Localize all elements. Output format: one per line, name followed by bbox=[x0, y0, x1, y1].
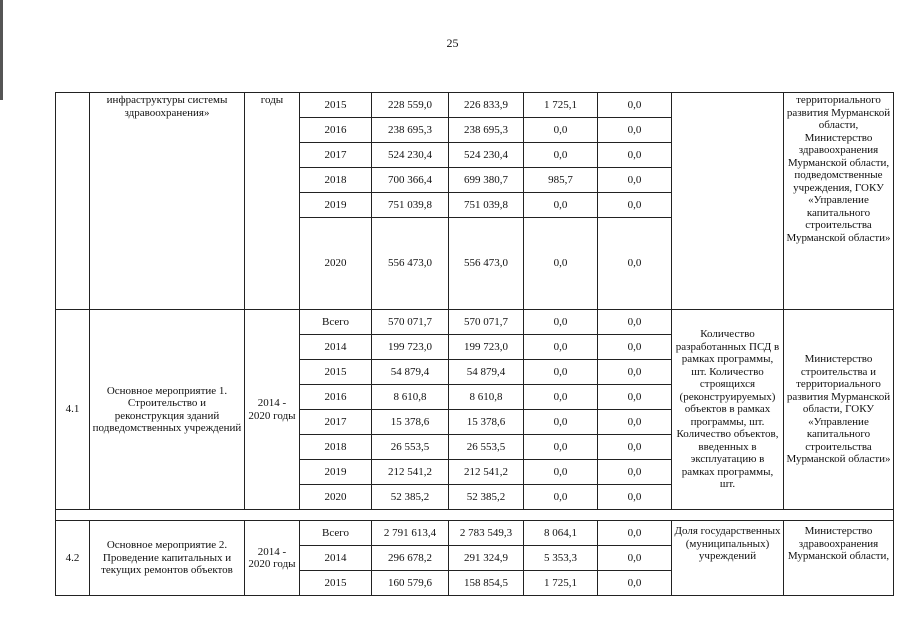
regional-budget-cell: 54 879,4 bbox=[449, 360, 524, 385]
total-cell: 8 610,8 bbox=[372, 385, 449, 410]
section-4-2-executor-cell: Министерство здравоохранения Мурманской области, bbox=[784, 521, 894, 596]
section-4-2-name-cell: Основное мероприятие 2. Проведение капитальных и текущих ремонтов объектов bbox=[90, 521, 245, 596]
other-sources-cell: 0,0 bbox=[598, 521, 672, 546]
total-cell: 212 541,2 bbox=[372, 460, 449, 485]
other-sources-cell: 0,0 bbox=[598, 546, 672, 571]
regional-budget-cell: 570 071,7 bbox=[449, 310, 524, 335]
other-sources-cell: 0,0 bbox=[598, 168, 672, 193]
regional-budget-cell: 238 695,3 bbox=[449, 118, 524, 143]
regional-budget-cell: 52 385,2 bbox=[449, 485, 524, 510]
total-cell: 15 378,6 bbox=[372, 410, 449, 435]
section-4-1-period-cell: 2014 - 2020 годы bbox=[245, 310, 300, 510]
federal-budget-cell: 5 353,3 bbox=[524, 546, 598, 571]
year-cell: 2014 bbox=[300, 546, 372, 571]
other-sources-cell: 0,0 bbox=[598, 310, 672, 335]
year-cell: 2015 bbox=[300, 360, 372, 385]
continuation-name-cell: инфраструктуры системы здравоохранения» bbox=[90, 93, 245, 310]
section-4-2-period-cell: 2014 - 2020 годы bbox=[245, 521, 300, 596]
year-cell: Всего bbox=[300, 310, 372, 335]
federal-budget-cell: 8 064,1 bbox=[524, 521, 598, 546]
federal-budget-cell: 0,0 bbox=[524, 385, 598, 410]
year-cell: 2019 bbox=[300, 460, 372, 485]
total-cell: 751 039,8 bbox=[372, 193, 449, 218]
other-sources-cell: 0,0 bbox=[598, 571, 672, 596]
regional-budget-cell: 524 230,4 bbox=[449, 143, 524, 168]
regional-budget-cell: 699 380,7 bbox=[449, 168, 524, 193]
federal-budget-cell: 0,0 bbox=[524, 143, 598, 168]
total-cell: 2 791 613,4 bbox=[372, 521, 449, 546]
total-cell: 54 879,4 bbox=[372, 360, 449, 385]
page-number: 25 bbox=[446, 36, 459, 50]
continuation-number-cell bbox=[56, 93, 90, 310]
continuation-period-cell: годы bbox=[245, 93, 300, 310]
year-cell: 2019 bbox=[300, 193, 372, 218]
total-cell: 296 678,2 bbox=[372, 546, 449, 571]
regional-budget-cell: 556 473,0 bbox=[449, 218, 524, 310]
total-cell: 556 473,0 bbox=[372, 218, 449, 310]
section-4-1-number-cell: 4.1 bbox=[56, 310, 90, 510]
regional-budget-cell: 8 610,8 bbox=[449, 385, 524, 410]
regional-budget-cell: 291 324,9 bbox=[449, 546, 524, 571]
section-4-1-indicator-cell: Количество разработанных ПСД в рамках программы, шт. Количество строящихся (реконструируемых) объектов в рамках программы, шт. Количество объектов, введенных в эксплуатацию в рамках программы, шт. bbox=[672, 310, 784, 510]
federal-budget-cell: 0,0 bbox=[524, 410, 598, 435]
federal-budget-cell: 0,0 bbox=[524, 335, 598, 360]
federal-budget-cell: 0,0 bbox=[524, 460, 598, 485]
regional-budget-cell: 226 833,9 bbox=[449, 93, 524, 118]
program-table bbox=[55, 92, 894, 596]
regional-budget-cell: 199 723,0 bbox=[449, 335, 524, 360]
year-cell: 2017 bbox=[300, 143, 372, 168]
total-cell: 52 385,2 bbox=[372, 485, 449, 510]
year-cell: Всего bbox=[300, 521, 372, 546]
year-cell: 2020 bbox=[300, 485, 372, 510]
year-cell: 2014 bbox=[300, 335, 372, 360]
section-4-1-executor-cell: Министерство строительства и территориального развития Мурманской области, ГОКУ «Управление капитального строительства Мурманской области» bbox=[784, 310, 894, 510]
other-sources-cell: 0,0 bbox=[598, 93, 672, 118]
year-cell: 2016 bbox=[300, 118, 372, 143]
total-cell: 26 553,5 bbox=[372, 435, 449, 460]
total-cell: 524 230,4 bbox=[372, 143, 449, 168]
section-gap bbox=[56, 510, 894, 521]
continuation-indicator-cell bbox=[672, 93, 784, 310]
federal-budget-cell: 0,0 bbox=[524, 435, 598, 460]
total-cell: 228 559,0 bbox=[372, 93, 449, 118]
regional-budget-cell: 2 783 549,3 bbox=[449, 521, 524, 546]
total-cell: 199 723,0 bbox=[372, 335, 449, 360]
total-cell: 238 695,3 bbox=[372, 118, 449, 143]
regional-budget-cell: 26 553,5 bbox=[449, 435, 524, 460]
total-cell: 700 366,4 bbox=[372, 168, 449, 193]
federal-budget-cell: 0,0 bbox=[524, 193, 598, 218]
year-cell: 2017 bbox=[300, 410, 372, 435]
other-sources-cell: 0,0 bbox=[598, 385, 672, 410]
federal-budget-cell: 0,0 bbox=[524, 360, 598, 385]
regional-budget-cell: 158 854,5 bbox=[449, 571, 524, 596]
federal-budget-cell: 985,7 bbox=[524, 168, 598, 193]
total-cell: 160 579,6 bbox=[372, 571, 449, 596]
year-cell: 2018 bbox=[300, 435, 372, 460]
other-sources-cell: 0,0 bbox=[598, 118, 672, 143]
regional-budget-cell: 751 039,8 bbox=[449, 193, 524, 218]
year-cell: 2015 bbox=[300, 93, 372, 118]
regional-budget-cell: 15 378,6 bbox=[449, 410, 524, 435]
federal-budget-cell: 0,0 bbox=[524, 310, 598, 335]
other-sources-cell: 0,0 bbox=[598, 193, 672, 218]
table-row bbox=[56, 93, 894, 118]
federal-budget-cell: 0,0 bbox=[524, 218, 598, 310]
other-sources-cell: 0,0 bbox=[598, 435, 672, 460]
other-sources-cell: 0,0 bbox=[598, 485, 672, 510]
year-cell: 2018 bbox=[300, 168, 372, 193]
other-sources-cell: 0,0 bbox=[598, 360, 672, 385]
table-row bbox=[56, 521, 894, 546]
other-sources-cell: 0,0 bbox=[598, 410, 672, 435]
federal-budget-cell: 1 725,1 bbox=[524, 571, 598, 596]
other-sources-cell: 0,0 bbox=[598, 335, 672, 360]
year-cell: 2016 bbox=[300, 385, 372, 410]
section-4-2-number-cell: 4.2 bbox=[56, 521, 90, 596]
federal-budget-cell: 0,0 bbox=[524, 485, 598, 510]
year-cell: 2020 bbox=[300, 218, 372, 310]
year-cell: 2015 bbox=[300, 571, 372, 596]
table-row bbox=[56, 310, 894, 335]
other-sources-cell: 0,0 bbox=[598, 218, 672, 310]
continuation-executor-cell: территориального развития Мурманской области, Министерство здравоохранения Мурманской области, подведомственные учреждения, ГОКУ «Управление капитального строительства Мурманской области» bbox=[784, 93, 894, 310]
other-sources-cell: 0,0 bbox=[598, 143, 672, 168]
federal-budget-cell: 1 725,1 bbox=[524, 93, 598, 118]
section-4-2-indicator-cell: Доля государственных (муниципальных) учреждений bbox=[672, 521, 784, 596]
section-gap-cell bbox=[56, 510, 894, 521]
regional-budget-cell: 212 541,2 bbox=[449, 460, 524, 485]
federal-budget-cell: 0,0 bbox=[524, 118, 598, 143]
other-sources-cell: 0,0 bbox=[598, 460, 672, 485]
total-cell: 570 071,7 bbox=[372, 310, 449, 335]
section-4-1-name-cell: Основное мероприятие 1. Строительство и реконструкция зданий подведомственных учреждений bbox=[90, 310, 245, 510]
